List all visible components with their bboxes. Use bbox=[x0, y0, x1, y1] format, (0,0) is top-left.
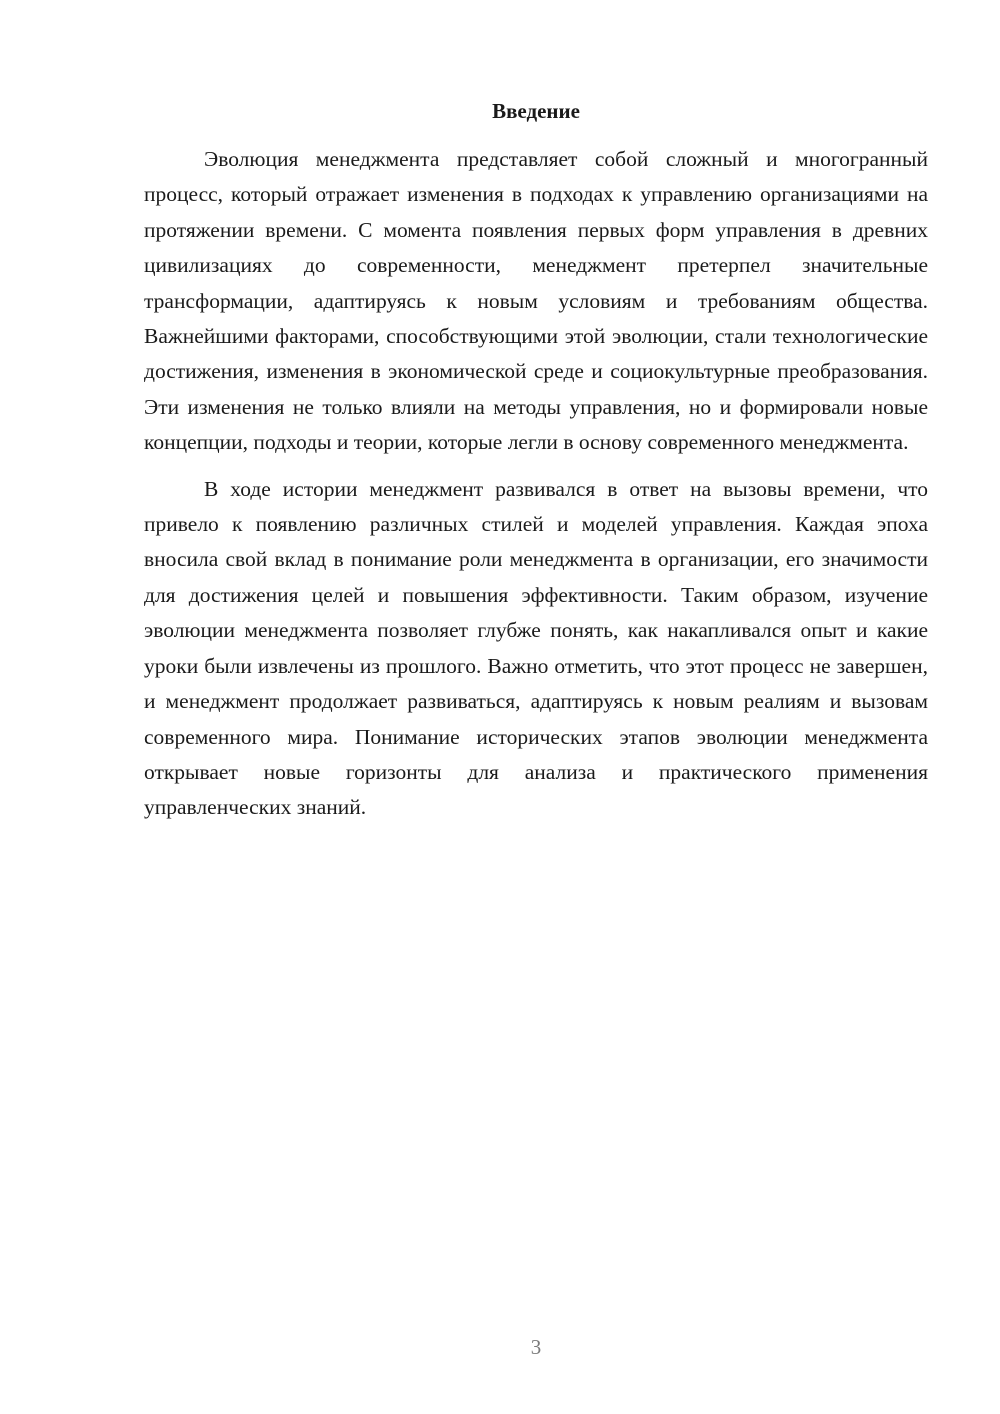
page-content bbox=[144, 96, 928, 826]
paragraph-2: В ходе истории менеджмент развивался в ответ на вызовы времени, что привело к появлению различных стилей и моделей управления. Каждая эпоха вносила свой вклад в понимание роли менеджмента в организации, его значимости для достижения целей и повышения эффективности. Таким образом, изучение эволюции менеджмента позволяет глубже понять, как накапливался опыт и какие уроки были извлечены из прошлого. Важно отметить, что этот процесс не завершен, и менеджмент продолжает развиваться, адаптируясь к новым реалиям и вызовам современного мира. Понимание исторических этапов эволюции менеджмента открывает новые горизонты для анализа и практического применения управленческих знаний. bbox=[144, 476, 928, 820]
page-number: 3 bbox=[530, 1335, 542, 1359]
section-heading: Введение bbox=[492, 99, 580, 123]
paragraph-1: Эволюция менеджмента представляет собой сложный и многогранный процесс, который отражает изменения в подходах к управлению организациями на протяжении времени. С момента появления первых форм управления в древних цивилизациях до современности, менеджмент претерпел значительные трансформации, адаптируясь к новым условиям и требованиям общества. Важнейшими факторами, способствующими этой эволюции, стали технологические достижения, изменения в экономической среде и социокультурные преобразования. Эти изменения не только влияли на методы управления, но и формировали новые концепции, подходы и теории, которые легли в основу современного менеджмента. bbox=[144, 147, 928, 455]
